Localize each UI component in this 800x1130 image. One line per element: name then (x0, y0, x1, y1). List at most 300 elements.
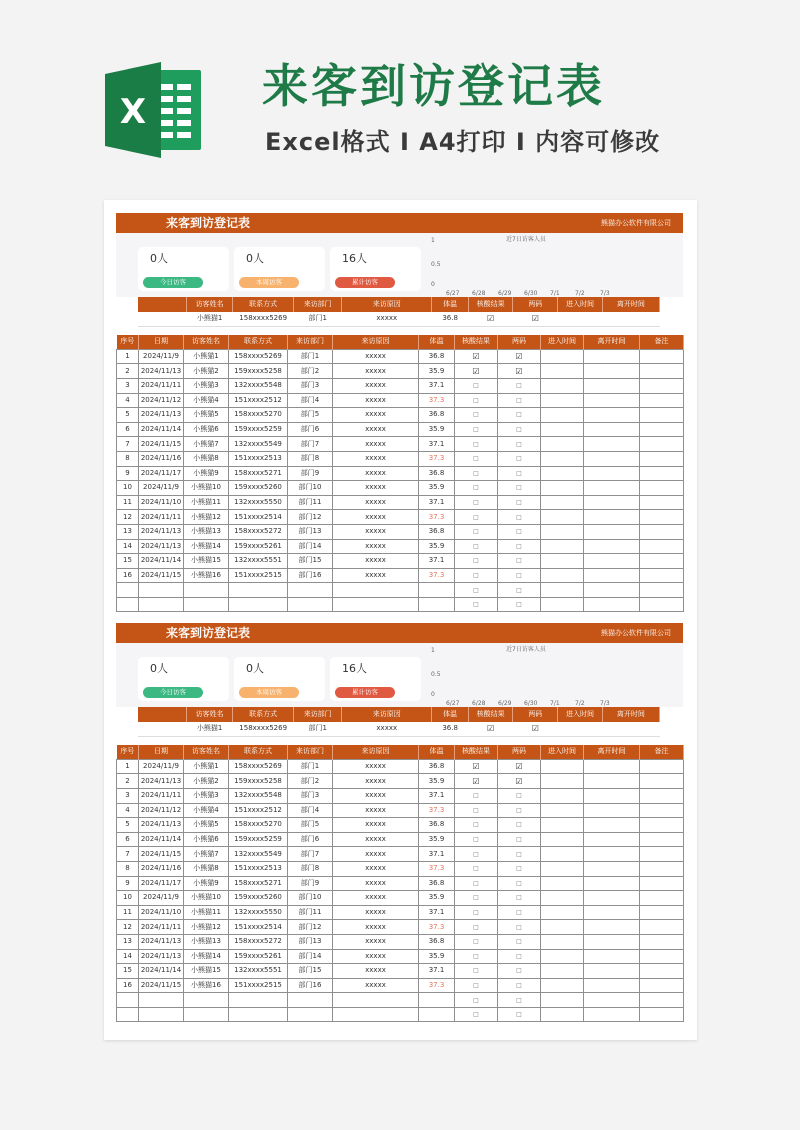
table-cell: 35.9 (419, 774, 455, 789)
table-cell: 2024/11/15 (139, 978, 184, 993)
table-cell (184, 583, 229, 598)
table-cell: 部门16 (288, 568, 333, 583)
table-header-cell: 日期 (139, 335, 184, 350)
table-cell: 5 (117, 408, 139, 423)
table-cell: 小熊猫12 (184, 920, 229, 935)
table-cell: 132xxxx5551 (229, 964, 288, 979)
table-cell: □ (455, 568, 498, 583)
table-cell (584, 539, 640, 554)
table-cell (584, 393, 640, 408)
table-row (117, 597, 684, 612)
table-cell: 小熊猫4 (184, 393, 229, 408)
table-row (117, 832, 684, 847)
table-row (117, 451, 684, 466)
table-cell: 2024/11/17 (139, 876, 184, 891)
table-header-cell: 体温 (419, 335, 455, 350)
table-cell: □ (455, 818, 498, 833)
table-cell: 2024/11/11 (139, 788, 184, 803)
table-cell: 2024/11/14 (139, 422, 184, 437)
table-row (117, 554, 684, 569)
summary-cell (558, 722, 603, 737)
table-cell: □ (455, 905, 498, 920)
kpi-card-total (330, 247, 421, 291)
table-cell: □ (455, 437, 498, 452)
table-cell: 部门12 (288, 920, 333, 935)
table-cell: 132xxxx5548 (229, 378, 288, 393)
summary-cell: xxxxx (342, 722, 432, 737)
table-cell: □ (498, 466, 541, 481)
table-header-cell: 来访原因 (333, 745, 419, 760)
table-cell: 小熊猫2 (184, 364, 229, 379)
table-cell: 部门8 (288, 451, 333, 466)
table-cell: 小熊猫8 (184, 861, 229, 876)
table-cell (640, 481, 684, 496)
table-cell (640, 451, 684, 466)
visitor-chart (431, 643, 683, 707)
summary-spacer (138, 297, 187, 312)
table-row (117, 934, 684, 949)
table-cell (584, 495, 640, 510)
table-cell: □ (455, 978, 498, 993)
summary-header-cell: 体温 (432, 297, 468, 312)
table-cell: 132xxxx5550 (229, 495, 288, 510)
table-cell: xxxxx (333, 891, 419, 906)
table-cell (584, 934, 640, 949)
table-cell: □ (498, 597, 541, 612)
summary-header-cell: 核酸结果 (468, 297, 513, 312)
table-cell: 2024/11/14 (139, 554, 184, 569)
table-cell: 35.9 (419, 832, 455, 847)
table-cell: 35.9 (419, 539, 455, 554)
table-cell: 小熊猫6 (184, 422, 229, 437)
summary-header-cell: 访客姓名 (187, 297, 233, 312)
table-row (117, 378, 684, 393)
table-cell: 部门13 (288, 524, 333, 539)
table-cell: □ (455, 554, 498, 569)
document-page (104, 200, 697, 1040)
table-cell (584, 568, 640, 583)
table-cell (541, 568, 584, 583)
table-cell (584, 451, 640, 466)
table-cell: 159xxxx5259 (229, 422, 288, 437)
table-cell: □ (455, 1007, 498, 1022)
table-cell: 35.9 (419, 949, 455, 964)
table-cell: □ (498, 510, 541, 525)
table-cell (541, 451, 584, 466)
table-cell: xxxxx (333, 422, 419, 437)
table-cell (541, 774, 584, 789)
table-cell: 小熊猫15 (184, 964, 229, 979)
table-cell: 小熊猫9 (184, 466, 229, 481)
table-cell: □ (455, 993, 498, 1008)
table-cell: xxxxx (333, 466, 419, 481)
summary-cell: ☑ (468, 722, 513, 737)
table-cell (584, 583, 640, 598)
table-cell: □ (455, 466, 498, 481)
table-cell: 部门13 (288, 934, 333, 949)
summary-header-cell: 进入时间 (558, 297, 603, 312)
table-row (117, 920, 684, 935)
table-cell: 35.9 (419, 364, 455, 379)
table-cell (541, 378, 584, 393)
table-cell: 36.8 (419, 408, 455, 423)
summary-header-cell: 来访部门 (294, 297, 342, 312)
table-cell: □ (498, 451, 541, 466)
table-cell: 部门5 (288, 818, 333, 833)
table-cell (584, 891, 640, 906)
table-cell (584, 554, 640, 569)
table-cell: 151xxxx2515 (229, 568, 288, 583)
table-cell: 13 (117, 524, 139, 539)
table-cell: 部门2 (288, 774, 333, 789)
table-cell (584, 774, 640, 789)
summary-header-cell: 访客姓名 (187, 707, 233, 722)
visitor-log-table (116, 335, 684, 613)
table-cell: 部门1 (288, 349, 333, 364)
table-cell: □ (455, 524, 498, 539)
table-cell: 2 (117, 364, 139, 379)
table-cell: 2024/11/10 (139, 905, 184, 920)
table-cell: 部门4 (288, 803, 333, 818)
table-cell: 37.1 (419, 905, 455, 920)
table-cell (584, 349, 640, 364)
table-cell: xxxxx (333, 539, 419, 554)
summary-cell: ☑ (513, 722, 558, 737)
table-cell (419, 993, 455, 1008)
table-cell (640, 422, 684, 437)
table-cell: 13 (117, 934, 139, 949)
table-header-cell: 两码 (498, 745, 541, 760)
table-cell (541, 583, 584, 598)
table-cell: □ (498, 876, 541, 891)
table-cell: 151xxxx2514 (229, 510, 288, 525)
table-cell: □ (498, 934, 541, 949)
table-cell (541, 597, 584, 612)
table-cell: 部门11 (288, 905, 333, 920)
table-cell: 37.3 (419, 451, 455, 466)
table-cell: xxxxx (333, 349, 419, 364)
table-cell: 2024/11/9 (139, 891, 184, 906)
table-cell (640, 466, 684, 481)
table-header-cell: 日期 (139, 745, 184, 760)
registration-sheet-2 (116, 623, 683, 1022)
table-row (117, 393, 684, 408)
table-cell: 小熊猫5 (184, 818, 229, 833)
table-cell (640, 847, 684, 862)
visitor-chart (431, 233, 683, 297)
table-cell (541, 422, 584, 437)
table-cell: □ (455, 788, 498, 803)
table-cell (229, 1007, 288, 1022)
table-header-cell: 进入时间 (541, 745, 584, 760)
table-cell: 2024/11/11 (139, 378, 184, 393)
table-cell: 部门9 (288, 466, 333, 481)
table-cell: xxxxx (333, 788, 419, 803)
table-header-cell: 来访部门 (288, 745, 333, 760)
table-cell: 2024/11/16 (139, 861, 184, 876)
table-cell: 37.1 (419, 378, 455, 393)
table-cell (640, 568, 684, 583)
table-cell: 小熊猫14 (184, 949, 229, 964)
table-cell (640, 759, 684, 774)
table-cell: □ (455, 597, 498, 612)
table-cell (541, 993, 584, 1008)
x-tick-label: 6/30 (524, 700, 538, 707)
table-cell: 2024/11/10 (139, 495, 184, 510)
table-cell: ☑ (498, 364, 541, 379)
table-cell: 132xxxx5551 (229, 554, 288, 569)
table-cell (640, 876, 684, 891)
table-cell: 2024/11/13 (139, 364, 184, 379)
table-header-cell: 访客姓名 (184, 745, 229, 760)
table-cell: 部门3 (288, 788, 333, 803)
table-cell: 11 (117, 495, 139, 510)
table-cell: 2024/11/14 (139, 964, 184, 979)
table-cell (584, 876, 640, 891)
summary-cell: 部门1 (294, 722, 342, 737)
table-cell (584, 964, 640, 979)
table-cell: 小熊猫4 (184, 803, 229, 818)
table-cell (541, 788, 584, 803)
table-cell (117, 1007, 139, 1022)
table-cell (229, 993, 288, 1008)
table-cell (541, 481, 584, 496)
table-cell (333, 993, 419, 1008)
table-cell: □ (498, 1007, 541, 1022)
kpi-label: 今日访客 (143, 687, 203, 698)
table-cell (541, 539, 584, 554)
table-cell: 37.3 (419, 510, 455, 525)
table-cell: 2024/11/13 (139, 539, 184, 554)
table-cell: □ (498, 481, 541, 496)
table-cell: 2024/11/15 (139, 847, 184, 862)
summary-cell (602, 722, 659, 737)
table-cell: □ (455, 451, 498, 466)
table-cell: 部门10 (288, 891, 333, 906)
table-cell (584, 378, 640, 393)
table-cell: □ (498, 905, 541, 920)
table-cell: □ (455, 408, 498, 423)
summary-cell: 小熊猫1 (187, 312, 233, 327)
table-cell: 159xxxx5258 (229, 364, 288, 379)
table-cell (288, 993, 333, 1008)
table-cell: □ (498, 539, 541, 554)
table-cell: 小熊猫11 (184, 905, 229, 920)
table-cell: xxxxx (333, 408, 419, 423)
table-cell: 151xxxx2513 (229, 861, 288, 876)
table-cell: □ (498, 993, 541, 1008)
x-tick-label: 6/29 (498, 290, 512, 297)
table-cell (584, 847, 640, 862)
chart-title: 近7日访客人员 (506, 236, 546, 243)
table-header-cell: 联系方式 (229, 745, 288, 760)
table-cell: 9 (117, 466, 139, 481)
table-row (117, 583, 684, 598)
registration-sheet-1 (116, 213, 683, 612)
table-cell: 小熊猫1 (184, 759, 229, 774)
kpi-label: 今日访客 (143, 277, 203, 288)
table-cell: 部门5 (288, 408, 333, 423)
y-tick-label: 0 (431, 691, 435, 698)
table-cell: 12 (117, 510, 139, 525)
table-cell: 部门2 (288, 364, 333, 379)
x-tick-label: 7/3 (600, 700, 610, 707)
table-cell: 3 (117, 378, 139, 393)
table-cell: 10 (117, 891, 139, 906)
table-cell: ☑ (455, 364, 498, 379)
table-cell (584, 364, 640, 379)
table-cell (541, 905, 584, 920)
table-row (117, 788, 684, 803)
table-row (117, 759, 684, 774)
table-cell: 16 (117, 978, 139, 993)
table-cell: □ (498, 832, 541, 847)
table-header-cell: 核酸结果 (455, 335, 498, 350)
table-cell (184, 1007, 229, 1022)
table-header-cell: 核酸结果 (455, 745, 498, 760)
table-cell: □ (455, 481, 498, 496)
table-cell: xxxxx (333, 978, 419, 993)
table-cell: 132xxxx5549 (229, 437, 288, 452)
table-cell: xxxxx (333, 920, 419, 935)
summary-cell: xxxxx (342, 312, 432, 327)
table-header-cell: 备注 (640, 745, 684, 760)
table-cell: 小熊猫8 (184, 451, 229, 466)
table-cell (640, 1007, 684, 1022)
table-row (117, 349, 684, 364)
table-cell: 小熊猫13 (184, 524, 229, 539)
x-tick-label: 6/30 (524, 290, 538, 297)
table-cell (541, 437, 584, 452)
table-cell: xxxxx (333, 803, 419, 818)
table-cell (584, 1007, 640, 1022)
table-cell: 小熊猫13 (184, 934, 229, 949)
table-cell: 2024/11/13 (139, 818, 184, 833)
table-cell: □ (498, 393, 541, 408)
table-cell: 2024/11/9 (139, 759, 184, 774)
kpi-card-week (234, 247, 325, 291)
table-cell: xxxxx (333, 568, 419, 583)
latest-visitor-summary (138, 707, 660, 737)
kpi-label: 累计访客 (335, 687, 395, 698)
kpi-value: 0人 (246, 662, 264, 675)
table-cell (184, 597, 229, 612)
table-header-cell: 访客姓名 (184, 335, 229, 350)
table-cell (584, 437, 640, 452)
table-cell: 14 (117, 949, 139, 964)
table-cell (541, 861, 584, 876)
table-cell: 37.1 (419, 554, 455, 569)
table-cell: 2024/11/12 (139, 393, 184, 408)
table-cell (333, 1007, 419, 1022)
kpi-value: 0人 (150, 662, 168, 675)
latest-visitor-summary (138, 297, 660, 327)
table-cell (541, 803, 584, 818)
table-header-cell: 体温 (419, 745, 455, 760)
table-cell: 部门7 (288, 847, 333, 862)
table-cell: □ (455, 861, 498, 876)
table-cell: xxxxx (333, 847, 419, 862)
sheet-title-bar (116, 213, 683, 233)
table-cell: 8 (117, 861, 139, 876)
table-cell: 132xxxx5549 (229, 847, 288, 862)
table-row (117, 481, 684, 496)
table-cell (541, 393, 584, 408)
table-cell (640, 949, 684, 964)
sheet-title: 来客到访登记表 (166, 626, 251, 640)
y-tick-label: 1 (431, 237, 435, 244)
table-cell: 35.9 (419, 422, 455, 437)
table-cell: □ (455, 583, 498, 598)
table-cell (288, 597, 333, 612)
table-cell (640, 539, 684, 554)
table-cell (640, 861, 684, 876)
table-cell: 37.1 (419, 437, 455, 452)
table-cell (640, 803, 684, 818)
table-cell: 151xxxx2514 (229, 920, 288, 935)
table-header-cell: 两码 (498, 335, 541, 350)
table-row (117, 993, 684, 1008)
table-cell: 2024/11/13 (139, 774, 184, 789)
table-cell: 6 (117, 422, 139, 437)
table-cell: xxxxx (333, 905, 419, 920)
banner-subtitle: Excel格式 I A4打印 I 内容可修改 (265, 128, 661, 156)
table-cell (584, 832, 640, 847)
table-cell: 36.8 (419, 524, 455, 539)
table-cell (584, 993, 640, 1008)
table-cell: ☑ (455, 774, 498, 789)
summary-cell: 部门1 (294, 312, 342, 327)
top-banner (0, 0, 800, 195)
table-cell: 2024/11/13 (139, 408, 184, 423)
table-cell: 部门8 (288, 861, 333, 876)
table-cell: ☑ (498, 774, 541, 789)
table-cell: xxxxx (333, 481, 419, 496)
table-cell: 36.8 (419, 934, 455, 949)
table-cell: 部门9 (288, 876, 333, 891)
table-cell: xxxxx (333, 949, 419, 964)
table-cell: 158xxxx5272 (229, 934, 288, 949)
table-cell: xxxxx (333, 832, 419, 847)
table-cell: ☑ (455, 349, 498, 364)
table-cell: 12 (117, 920, 139, 935)
table-cell: □ (455, 920, 498, 935)
logo-letter: X (119, 92, 147, 132)
table-cell: 15 (117, 554, 139, 569)
table-cell (541, 847, 584, 862)
table-cell (541, 818, 584, 833)
table-cell: xxxxx (333, 876, 419, 891)
table-cell: 9 (117, 876, 139, 891)
table-cell: □ (498, 818, 541, 833)
table-cell: 158xxxx5269 (229, 759, 288, 774)
table-cell (640, 437, 684, 452)
table-row (117, 539, 684, 554)
summary-header-cell: 联系方式 (233, 707, 294, 722)
summary-header-cell: 来访部门 (294, 707, 342, 722)
table-cell: 部门14 (288, 539, 333, 554)
x-tick-label: 6/28 (472, 700, 486, 707)
table-cell (584, 759, 640, 774)
table-cell: 37.3 (419, 920, 455, 935)
x-tick-label: 7/1 (550, 290, 560, 297)
table-header-cell: 离开时间 (584, 745, 640, 760)
table-cell: 159xxxx5260 (229, 481, 288, 496)
table-cell (584, 510, 640, 525)
table-cell: 35.9 (419, 891, 455, 906)
table-header-cell: 序号 (117, 745, 139, 760)
table-header-cell: 离开时间 (584, 335, 640, 350)
